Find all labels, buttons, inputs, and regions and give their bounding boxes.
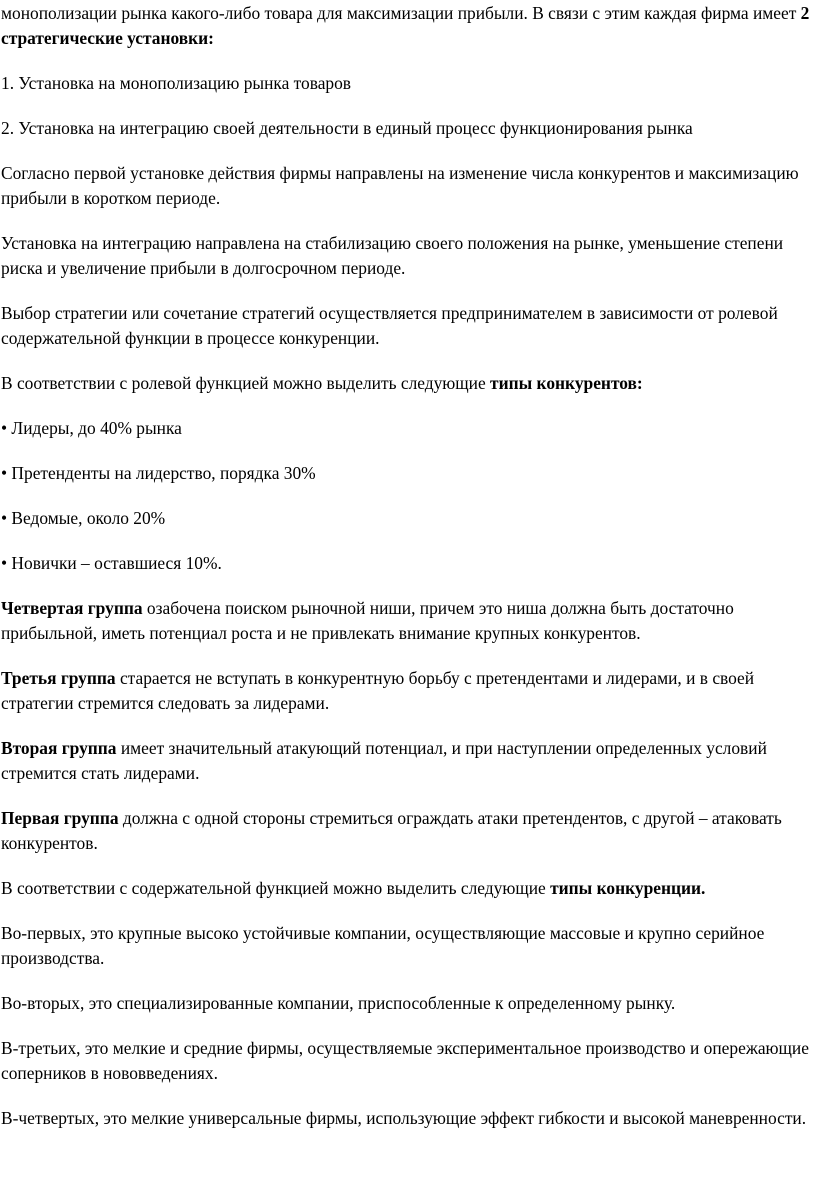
paragraph-text: старается не вступать в конкурентную борьбу с претендентами и лидерами, и в своей стратегии стремится следовать за лидерами.	[1, 668, 755, 713]
bold-term: типы конкурентов:	[490, 373, 643, 393]
list-item-setting-1: 1. Установка на монополизацию рынка товаров	[1, 73, 352, 93]
bold-term: Первая группа	[1, 808, 119, 828]
bullet-item-newcomers: • Новички – оставшиеся 10%.	[1, 553, 222, 573]
list-item-setting-2: 2. Установка на интеграцию своей деятельности в единый процесс функционирования рынка	[1, 118, 693, 138]
paragraph-secondly: Во-вторых, это специализированные компании, приспособленные к определенному рынку.	[1, 993, 676, 1013]
paragraph-strategic-settings	[1, 1, 810, 51]
paragraph-first-group	[1, 806, 810, 856]
paragraph-text: имеет значительный атакующий потенциал, и при наступлении определенных условий стремится стать лидерами.	[1, 738, 767, 783]
paragraph-integration-setting: Установка на интеграцию направлена на стабилизацию своего положения на рынке, уменьшение степени риска и увеличение прибыли в долгосрочном периоде.	[1, 233, 784, 278]
paragraph-firstly: Во-первых, это крупные высоко устойчивые компании, осуществляющие массовые и крупно серийное производства.	[1, 923, 765, 968]
paragraph-fourthly: В-четвертых, это мелкие универсальные фирмы, использующие эффект гибкости и высокой маневренности.	[1, 1108, 807, 1128]
paragraph-third-group	[1, 666, 810, 716]
bold-term: 2 стратегические установки:	[1, 3, 810, 48]
paragraph-strategy-choice: Выбор стратегии или сочетание стратегий осуществляется предпринимателем в зависимости от ролевой содержательной функции в процессе конкуренции.	[1, 303, 778, 348]
paragraph-competition-types	[1, 876, 810, 901]
bold-term: Вторая группа	[1, 738, 117, 758]
bold-term: Третья группа	[1, 668, 116, 688]
paragraph-fourth-group	[1, 596, 810, 646]
paragraph-competitor-types	[1, 371, 810, 396]
paragraph-second-group	[1, 736, 810, 786]
paragraph-text: В соответствии с ролевой функцией можно выделить следующие	[1, 373, 491, 393]
paragraph-text: озабочена поиском рыночной ниши, причем это ниша должна быть достаточно прибыльной, иметь потенциал роста и не привлекать внимание крупных конкурентов.	[1, 598, 734, 643]
bullet-item-leaders: • Лидеры, до 40% рынка	[1, 418, 182, 438]
paragraph-text: монополизации рынка какого-либо товара для максимизации прибыли. В связи с этим каждая фирма имеет	[1, 3, 801, 23]
paragraph-first-setting: Согласно первой установке действия фирмы направлены на изменение числа конкурентов и максимизацию прибыли в коротком периоде.	[1, 163, 799, 208]
paragraph-text: В соответствии с содержательной функцией можно выделить следующие	[1, 878, 551, 898]
bullet-item-challengers: • Претенденты на лидерство, порядка 30%	[1, 463, 316, 483]
bold-term: Четвертая группа	[1, 598, 143, 618]
paragraph-thirdly: В-третьих, это мелкие и средние фирмы, осуществляемые экспериментальное производство и опережающие соперников в нововведениях.	[1, 1038, 809, 1083]
paragraph-text: должна с одной стороны стремиться ограждать атаки претендентов, с другой – атаковать конкурентов.	[1, 808, 782, 853]
bold-term: типы конкуренции.	[550, 878, 706, 898]
bullet-item-followers: • Ведомые, около 20%	[1, 508, 166, 528]
